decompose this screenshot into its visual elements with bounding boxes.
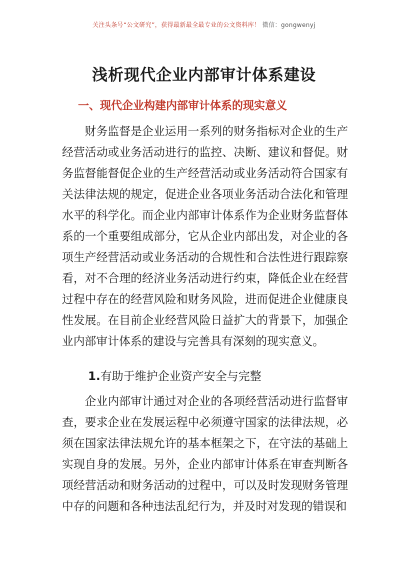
header-contact-text: 微信：gongwenyj	[262, 22, 316, 29]
subheading-text: 有助于维护企业资产安全与完整	[100, 369, 262, 383]
body-paragraph-2: 企业内部审计通过对企业的各项经营活动进行监督审查，要求企业在发展运程中必须遵守国家的法律法规，必须在国家法律法规允许的基本框架之下，在守法的基础上实现自身的发展。另外，企业内部审计体系在审查判断各项经营活动和财务活动的过程中，可以及时发现财务管理中存的问题和各种违法乱纪行为，并及时对发现的错误和	[62, 394, 348, 513]
document-title: 浅析现代企业内部审计体系建设	[91, 65, 316, 84]
section-heading: 一、现代企业构建内部审计体系的现实意义	[78, 99, 287, 112]
header-promo-note	[0, 20, 408, 29]
subheading-number: 1.	[88, 369, 101, 383]
header-promo-text: 关注头条号“公文研究”，获得最新最全最专业的公文资料库！	[92, 22, 261, 29]
subheading-1	[88, 368, 261, 384]
body-paragraph-1: 财务监督是企业运用一系列的财务指标对企业的生产经营活动或业务活动进行的监控、决断、建议和督促。财务监督能督促企业的生产经营活动或业务活动符合国家有关法律法规的规定，促进企业各项业务活动合法化和管理水平的科学化。而企业内部审计体系作为企业财务监督体系的一个重要组成部分，它从企业内部出发，对企业的各项生产经营活动或业务活动的合规性和合法性进行跟踪察看，对不合理的经济业务活动进行约束，降低企业在经营过程中存在的经营风险和财务风险，进而促进企业健康良性发展。在目前企业经营风险日益扩大的背景下，加强企业内部审计体系的建设与完善具有深刻的现实意义。	[62, 124, 348, 348]
